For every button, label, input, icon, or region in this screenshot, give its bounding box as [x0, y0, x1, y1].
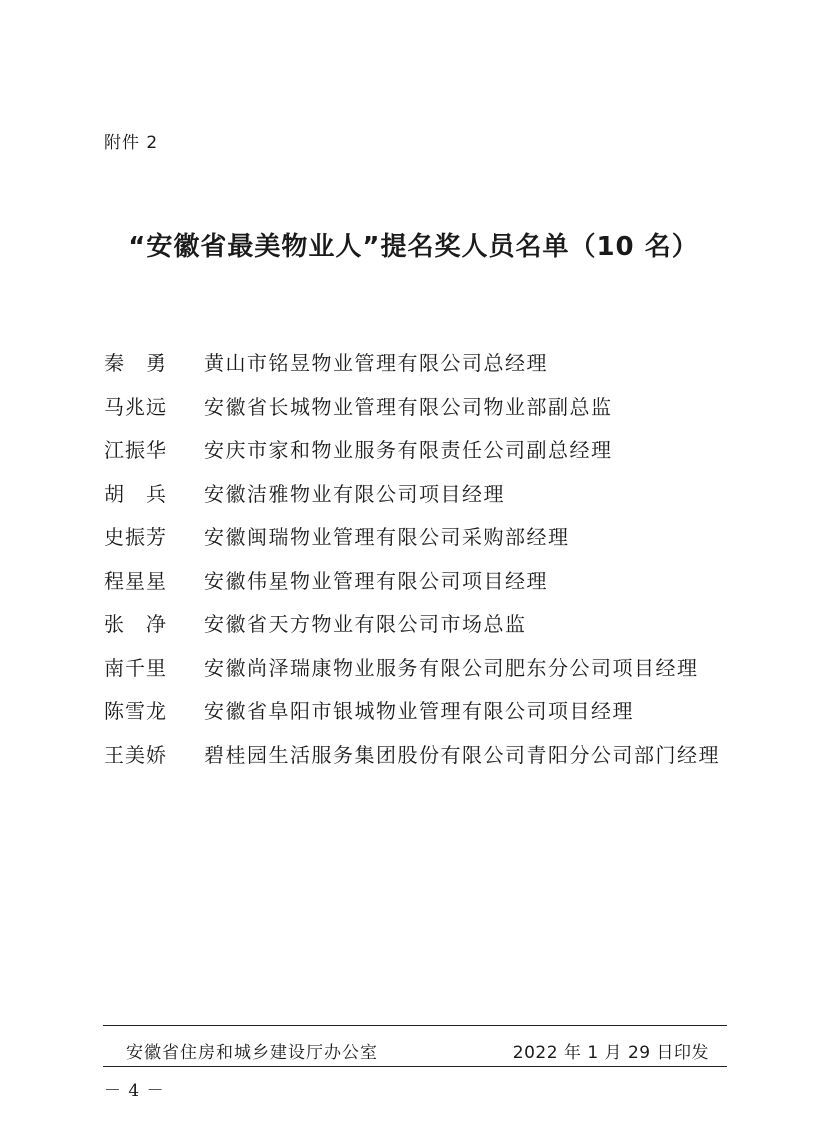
nominee-organization: 安徽省阜阳市银城物业管理有限公司项目经理 [204, 699, 634, 724]
list-item [104, 471, 744, 515]
nominee-organization: 黄山市铭昱物业管理有限公司总经理 [204, 351, 548, 376]
nominee-name: 王美娇 [104, 742, 167, 767]
nominee-organization: 安徽尚泽瑞康物业服务有限公司肥东分公司项目经理 [204, 655, 699, 680]
nominee-organization: 安庆市家和物业服务有限责任公司副总经理 [204, 438, 613, 463]
nominee-list [104, 340, 744, 775]
footer-divider-bottom [103, 1066, 727, 1067]
page-number: － 4 － [104, 1081, 165, 1101]
list-item [104, 645, 744, 689]
nominee-name: 程星星 [104, 568, 167, 593]
list-item [104, 384, 744, 428]
nominee-name: 陈雪龙 [104, 699, 167, 724]
nominee-name: 张净 [104, 612, 188, 637]
attachment-label: 附件 2 [104, 133, 159, 153]
nominee-organization: 安徽洁雅物业有限公司项目经理 [204, 481, 505, 506]
nominee-name: 史振芳 [104, 525, 167, 550]
nominee-organization: 安徽伟星物业管理有限公司项目经理 [204, 568, 548, 593]
nominee-name: 秦勇 [104, 351, 188, 376]
list-item [104, 558, 744, 602]
nominee-name: 胡兵 [104, 481, 188, 506]
nominee-name: 南千里 [104, 655, 167, 680]
list-item [104, 688, 744, 732]
list-item [104, 427, 744, 471]
nominee-name: 马兆远 [104, 394, 167, 419]
nominee-name: 江振华 [104, 438, 167, 463]
footer-divider-top [103, 1025, 727, 1026]
nominee-organization: 安徽省长城物业管理有限公司物业部副总监 [204, 394, 613, 419]
list-item [104, 340, 744, 384]
list-item [104, 732, 744, 776]
footer-issuer: 安徽省住房和城乡建设厅办公室 [126, 1043, 378, 1063]
nominee-organization: 碧桂园生活服务集团股份有限公司青阳分公司部门经理 [204, 742, 720, 767]
footer-issue-date: 2022 年 1 月 29 日印发 [512, 1043, 709, 1063]
list-item [104, 514, 744, 558]
nominee-organization: 安徽省天方物业有限公司市场总监 [204, 612, 527, 637]
nominee-organization: 安徽闽瑞物业管理有限公司采购部经理 [204, 525, 570, 550]
list-item [104, 601, 744, 645]
document-title: “安徽省最美物业人”提名奖人员名单（10 名） [128, 232, 699, 262]
